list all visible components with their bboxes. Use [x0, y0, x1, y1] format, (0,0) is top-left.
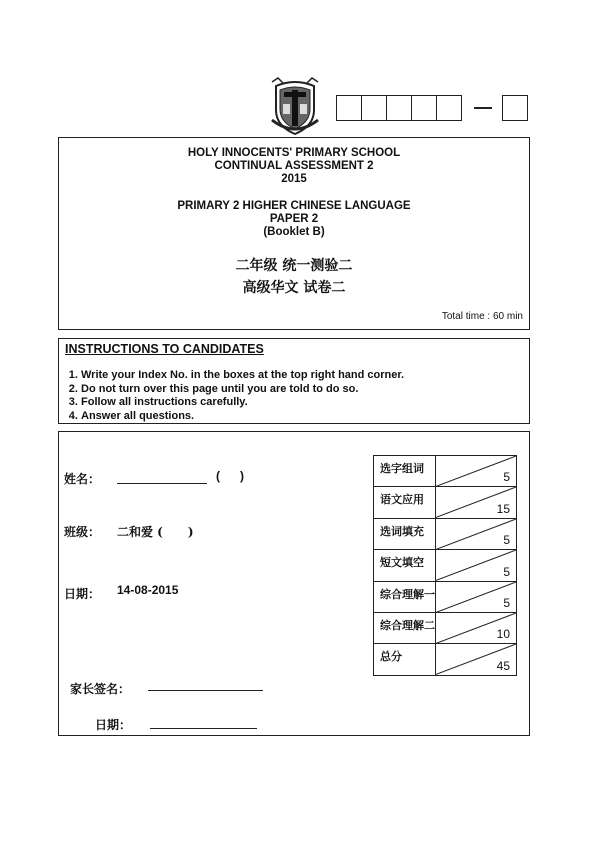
score-row: [374, 612, 517, 643]
score-cell[interactable]: [436, 581, 517, 612]
max-mark: 15: [496, 501, 510, 516]
score-row: [374, 550, 517, 581]
header-box: [58, 137, 530, 330]
index-box-5[interactable]: [436, 95, 462, 121]
parent-signature-label: 家长签名：: [70, 682, 131, 696]
instruction-item: 1. Write your Index No. in the boxes at the top right hand corner.: [81, 369, 404, 383]
max-mark: 5: [503, 470, 510, 485]
chinese-title-2: 高级华文 试卷二: [242, 280, 346, 296]
section-name: 语文应用: [374, 487, 436, 518]
index-box-1[interactable]: [336, 95, 362, 121]
score-cell[interactable]: [436, 612, 517, 643]
score-cell[interactable]: [436, 550, 517, 581]
section-name: 综合理解一: [374, 581, 436, 612]
total-time: Total time : 60 min: [441, 311, 523, 322]
section-name: 选字组词: [374, 456, 436, 487]
name-field[interactable]: [117, 470, 207, 484]
year: 2015: [281, 173, 307, 185]
max-mark: 5: [503, 595, 510, 610]
paper: PAPER 2: [269, 213, 319, 225]
score-row: [374, 456, 517, 487]
booklet: (Booklet B): [263, 226, 325, 238]
max-mark: 45: [496, 658, 510, 673]
index-box-2[interactable]: [361, 95, 387, 121]
score-table: [373, 455, 517, 676]
date-value: 14-08-2015: [117, 583, 179, 597]
name-label: 姓名：: [64, 472, 101, 486]
chinese-title-1: 二年级 统一测验二: [235, 258, 353, 274]
instruction-item: 3. Follow all instructions carefully.: [81, 396, 404, 410]
instructions-list: [59, 369, 404, 423]
section-name: 短文填空: [374, 550, 436, 581]
max-mark: 5: [503, 564, 510, 579]
score-cell[interactable]: [436, 644, 517, 675]
assessment-name: CONTINUAL ASSESSMENT 2: [214, 160, 374, 172]
index-box-3[interactable]: [386, 95, 412, 121]
parent-date-label: 日期：: [95, 718, 132, 732]
section-name: 选词填充: [374, 518, 436, 549]
score-cell[interactable]: [436, 487, 517, 518]
parent-signature-field[interactable]: [148, 677, 263, 691]
max-mark: 5: [503, 533, 510, 548]
score-row: [374, 518, 517, 549]
index-dash: [474, 107, 492, 109]
instruction-item: 2. Do not turn over this page until you are told to do so.: [81, 383, 404, 397]
school-crest-logo: [270, 76, 320, 136]
instructions-title: INSTRUCTIONS TO CANDIDATES: [65, 342, 264, 356]
section-name: 综合理解二: [374, 612, 436, 643]
subject: PRIMARY 2 HIGHER CHINESE LANGUAGE: [177, 200, 411, 212]
parent-date-field[interactable]: [150, 715, 257, 729]
date-label: 日期：: [64, 587, 101, 601]
school-name: HOLY INNOCENTS' PRIMARY SCHOOL: [187, 147, 401, 159]
instruction-item: 4. Answer all questions.: [81, 410, 404, 424]
class-label: 班级：: [64, 525, 101, 539]
max-mark: 10: [496, 627, 510, 642]
register-number-field[interactable]: ( ): [216, 469, 244, 483]
score-row: [374, 487, 517, 518]
section-name: 总分: [374, 644, 436, 675]
index-box-4[interactable]: [411, 95, 437, 121]
score-cell[interactable]: [436, 456, 517, 487]
score-row: [374, 644, 517, 675]
index-box-6[interactable]: [502, 95, 528, 121]
score-cell[interactable]: [436, 518, 517, 549]
score-row: [374, 581, 517, 612]
instructions-box: [58, 338, 530, 424]
class-value: 二和爱 ( ): [117, 525, 194, 539]
